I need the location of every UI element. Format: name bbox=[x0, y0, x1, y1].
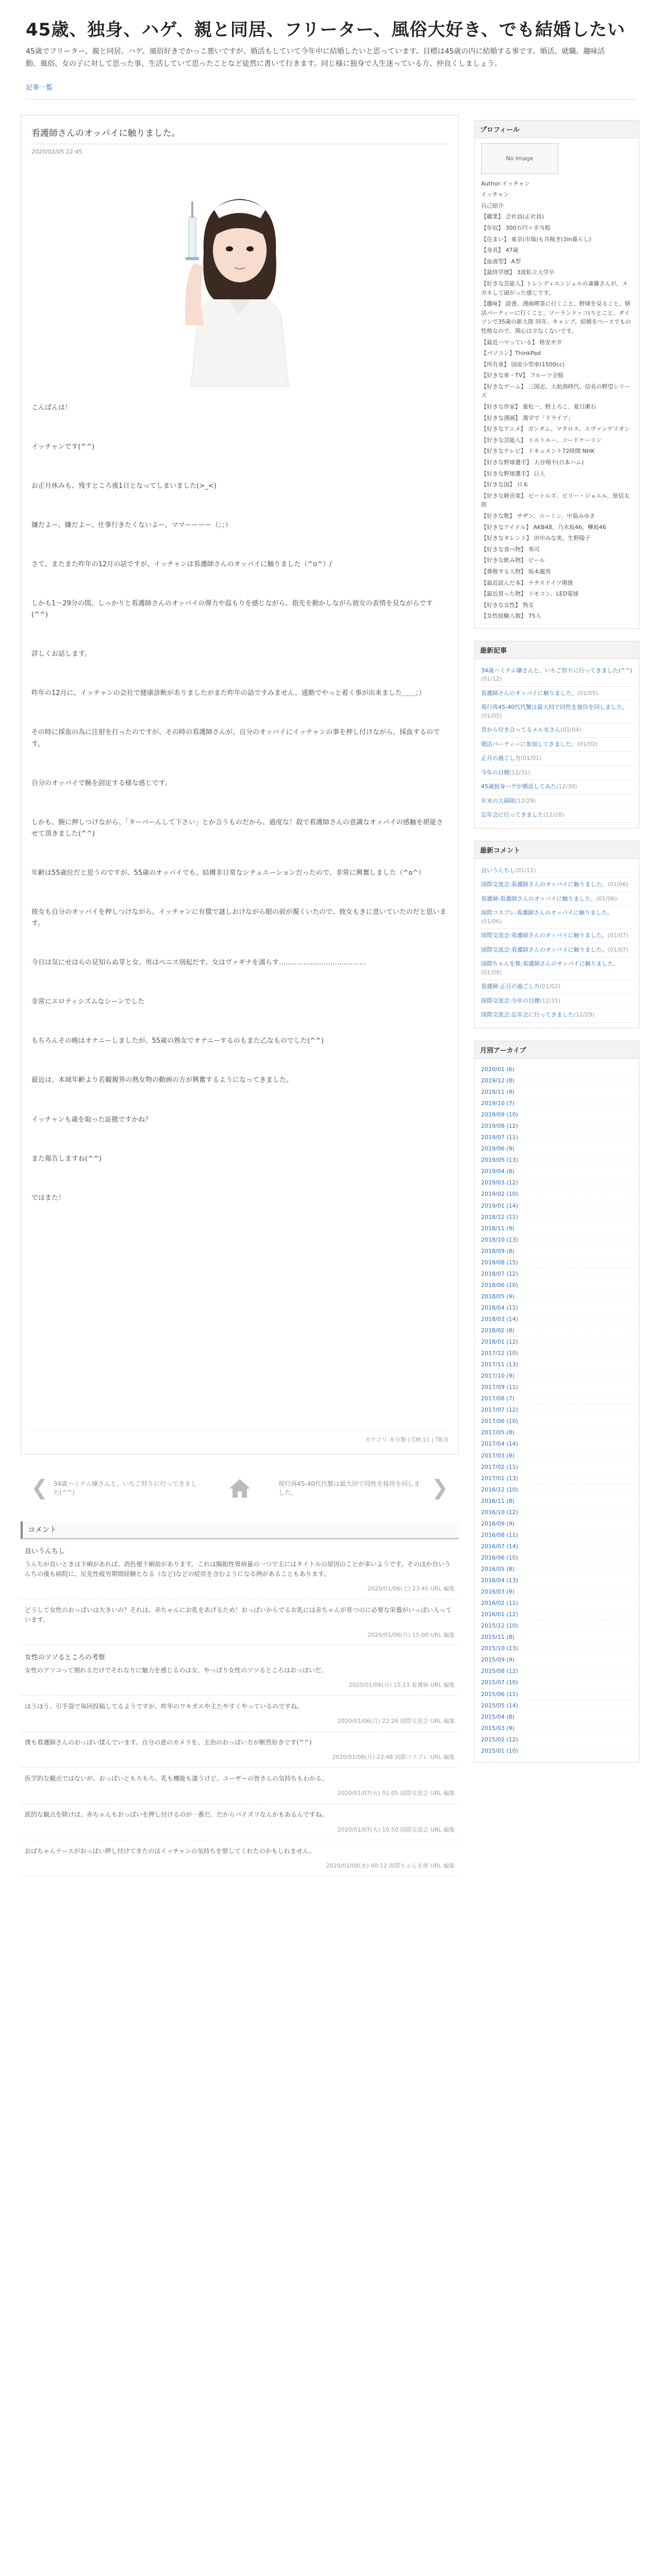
recent-entry-item bbox=[481, 738, 633, 752]
recent-entry-link[interactable]: 昔から付き合ってるメル友さん bbox=[481, 726, 560, 734]
comment-meta[interactable]: 2020/01/06(月) 22:26 国際交流会 URL 編集 bbox=[337, 1717, 455, 1724]
archive-link[interactable]: 2018/02 (8) bbox=[481, 1325, 633, 1336]
recent-comment-item bbox=[481, 929, 633, 943]
sidebar bbox=[474, 120, 639, 1775]
comment-meta[interactable]: 2020/01/07(火) 10:50 国際交流会 URL 編集 bbox=[337, 1826, 455, 1833]
recent-comment-date: (12/29) bbox=[573, 1011, 595, 1019]
recent-entry-date: (12/31) bbox=[509, 769, 531, 776]
article-paragraph: さて、またまた昨年の12月の話ですが、イッチャンは看護師さんのオッパイに触りました（^o^）/ bbox=[31, 560, 332, 568]
recent-entry-link[interactable]: 今年の目標 bbox=[481, 769, 509, 776]
recent-comment-date: (12/31) bbox=[539, 997, 561, 1004]
archive-link[interactable]: 2017/12 (10) bbox=[481, 1348, 633, 1359]
profile-line: 【最近読んだ本】 ナチスドイツ関係 bbox=[481, 579, 573, 586]
recent-comment-date: (01/06) bbox=[607, 881, 628, 888]
archive-link[interactable]: 2018/09 (8) bbox=[481, 1246, 633, 1257]
archive-link[interactable]: 2018/12 (11) bbox=[481, 1212, 633, 1223]
recent-comment-item bbox=[481, 957, 633, 980]
archive-link[interactable]: 2019/03 (12) bbox=[481, 1177, 633, 1189]
article-paragraph: 彼女も自分のオッパイを押しつけながら、イッチャンに有償で謎しおけながら眼の前が濁くいたので、彼女もきに意いていたのだと思います。 bbox=[31, 908, 446, 928]
archive-link[interactable]: 2015/08 (12) bbox=[481, 1666, 633, 1677]
profile-image: No Image bbox=[481, 143, 558, 174]
archive-link[interactable]: 2016/09 (9) bbox=[481, 1518, 633, 1530]
archive-link[interactable]: 2015/12 (10) bbox=[481, 1620, 633, 1632]
recent-entry-link[interactable]: 年末の大掃除 bbox=[481, 797, 515, 804]
comments-heading: コメント bbox=[21, 1521, 459, 1539]
archive-link[interactable]: 2018/11 (9) bbox=[481, 1223, 633, 1234]
archive-link[interactable]: 2015/09 (9) bbox=[481, 1654, 633, 1666]
site-description: 45歳でフリーター、親と同居、ハゲ、風俗好きでかっこ悪いですが、婚活もしていて今年中に結婚したいと思っています。目標は45歳の内に結婚する事です。婚活、就職、趣味活動、風俗、女の子に対して思った事、生活していて思ったことなど徒然に書いて行きます。同じ様に独身で人生迷っている方、仲良くしましょう。 bbox=[26, 47, 605, 68]
recent-comment-date: (01/07) bbox=[607, 932, 628, 939]
profile-line: 【好きな芸能人】 トルトルー、コードケーリン bbox=[481, 436, 602, 444]
recent-entry-item bbox=[481, 723, 633, 738]
comment-item bbox=[21, 1696, 459, 1732]
archive-link[interactable]: 2015/10 (13) bbox=[481, 1643, 633, 1654]
recent-entry-link[interactable]: 看護師さんのオッパイに触りました。 bbox=[481, 689, 577, 697]
recent-comment-link[interactable]: 国際ちゃんを推:看護師さんのオッパイに触りました。 bbox=[481, 960, 619, 968]
recent-comment-item bbox=[481, 864, 633, 878]
recent-comment-link[interactable]: 国際コスプレ:看護師さんのオッパイに触りました。 bbox=[481, 909, 613, 917]
archive-link[interactable]: 2019/07 (11) bbox=[481, 1132, 633, 1143]
comment-meta[interactable]: 2020/01/07(火) 01:05 国際交流会 URL 編集 bbox=[337, 1790, 455, 1797]
profile-line: 【好きな歌】 サザン、ユーミン、中島みゆき bbox=[481, 513, 595, 519]
profile-line: 【最近ハマっている】 格安ギガ bbox=[481, 338, 562, 346]
recent-entry-item bbox=[481, 794, 633, 809]
profile-line: 【好きなアニメ】 ガンダム、マクロス、エヴァンゲリオン bbox=[481, 426, 630, 433]
archive-link[interactable]: 2017/01 (13) bbox=[481, 1473, 633, 1484]
comment-body: ほうほう、引手袋で毎回投稿してるようですが、昨年のワキガエや主たやすくやっているのですね。 bbox=[25, 1702, 304, 1710]
recent-comment-item bbox=[481, 943, 633, 958]
recent-comment-link[interactable]: 看護婦:正月の過ごし方 bbox=[481, 983, 540, 990]
archive-link[interactable]: 2018/03 (14) bbox=[481, 1314, 633, 1325]
comment-meta[interactable]: 2020/01/06(月) 15:00 URL 編集 bbox=[368, 1631, 455, 1638]
archive-link[interactable]: 2019/09 (10) bbox=[481, 1109, 633, 1121]
archive-link[interactable]: 2015/01 (10) bbox=[481, 1745, 633, 1757]
archive-link[interactable]: 2018/01 (12) bbox=[481, 1336, 633, 1348]
recent-comment-date: (01/02) bbox=[539, 983, 561, 990]
comment-body: 医学的な観点ではないが、おっぱいともろもろ、乳も機能も違うけど、ユーザーの皆さんの気持ちもわかる。 bbox=[25, 1775, 328, 1783]
comment-title: 良いうんちし bbox=[25, 1547, 65, 1555]
profile-line: 【好きなタレント】 田中みな実、生野陽子 bbox=[481, 535, 591, 542]
archive-link[interactable]: 2017/06 (10) bbox=[481, 1416, 633, 1427]
archive-link[interactable]: 2015/06 (11) bbox=[481, 1689, 633, 1700]
archive-link[interactable]: 2019/11 (9) bbox=[481, 1087, 633, 1098]
profile-line: 【好きな軽音楽】 ビートルズ、ビリー・ジョエル、原信太郎 bbox=[481, 492, 630, 509]
profile-line: 【好きな漫画】 漢字で「ドライブ」 bbox=[481, 414, 573, 421]
archive-link[interactable]: 2018/08 (15) bbox=[481, 1257, 633, 1268]
recent-comments-heading: 最新コメント bbox=[475, 841, 639, 859]
recent-comment-item bbox=[481, 906, 633, 929]
archive-link[interactable]: 2016/12 (10) bbox=[481, 1484, 633, 1496]
archive-link[interactable]: 2015/11 (8) bbox=[481, 1632, 633, 1643]
archive-heading: 月別アーカイブ bbox=[475, 1041, 639, 1059]
archive-link[interactable]: 2017/07 (12) bbox=[481, 1404, 633, 1416]
comment-item bbox=[21, 1732, 459, 1768]
profile-line: 【住まい】 東京(市場)も共稼ぎ(3in暮らし) bbox=[481, 235, 591, 243]
article-paragraph: イッチャンです(^^) bbox=[31, 443, 95, 451]
recent-entry-item bbox=[481, 766, 633, 781]
recent-entry-date: (12/30) bbox=[556, 783, 577, 790]
recent-comment-item bbox=[481, 878, 633, 892]
article-paragraph: 昨年の12月に、イッチャンの会社で健康診断がありましたがまた昨年の話ですみません。通勤でやっと着く事が出来ました＿＿；） bbox=[31, 689, 426, 698]
recent-entry-link[interactable]: 正月の過ごし方 bbox=[481, 755, 521, 762]
profile-line: 【最近買った物】 リモコン、LED電球 bbox=[481, 590, 579, 598]
recent-entry-item bbox=[481, 701, 633, 723]
recent-entry-date: (01/05) bbox=[481, 712, 502, 719]
recent-entry-item bbox=[481, 687, 633, 701]
recent-comments-widget bbox=[474, 841, 639, 1028]
archive-link[interactable]: 2019/06 (9) bbox=[481, 1143, 633, 1155]
recent-entry-link[interactable]: 34歳ハミナム嬢さんと、いちご狩りに行ってきました(^^) bbox=[481, 667, 633, 674]
archive-link[interactable]: 2017/03 (9) bbox=[481, 1450, 633, 1462]
recent-entry-date: (01/05) bbox=[577, 689, 598, 697]
article-body bbox=[31, 402, 448, 1204]
recent-comment-link[interactable]: 看護婦:看護師さんのオッパイに触りました。 bbox=[481, 895, 597, 902]
comment-body: 派的な観点を除けば、赤ちゃんもおっぱいを押し付けるのが一番だ。だからパイズリなんかもあるんですね。 bbox=[25, 1811, 328, 1819]
recent-comment-item bbox=[481, 1008, 633, 1023]
archive-link[interactable]: 2018/04 (11) bbox=[481, 1302, 633, 1314]
archive-link[interactable]: 2016/10 (12) bbox=[481, 1507, 633, 1518]
main-column bbox=[21, 115, 459, 1876]
recent-comment-link[interactable]: 国際交流会:今年の目標 bbox=[481, 997, 540, 1004]
profile-line: 【好きな芸能人】トレンディエンジェルの斎藤さんが、メガネして頭がった感じです。 bbox=[481, 280, 628, 296]
profile-line: 【好きな女性】 熟女 bbox=[481, 601, 534, 608]
archive-link[interactable]: 2019/10 (7) bbox=[481, 1098, 633, 1109]
nurse-photo bbox=[155, 171, 325, 387]
archive-link[interactable]: 2017/08 (7) bbox=[481, 1393, 633, 1404]
archive-link[interactable]: 2015/04 (8) bbox=[481, 1711, 633, 1723]
archive-link[interactable]: 2016/07 (14) bbox=[481, 1541, 633, 1552]
recent-entry-date: (01/01) bbox=[521, 755, 542, 762]
archive-link[interactable]: 2018/06 (10) bbox=[481, 1280, 633, 1291]
profile-line: Author:イッチャン bbox=[481, 180, 530, 187]
recent-comment-item bbox=[481, 980, 633, 994]
comment-body: 僕も看護師さんのおっぱい揉んでいます。自分の意のカメラを、主治のおっぱい方が断然好きです(^^) bbox=[25, 1738, 312, 1746]
recent-entry-date: (12/29) bbox=[515, 797, 536, 804]
recent-entry-date: (01/04) bbox=[560, 726, 582, 734]
home-icon[interactable] bbox=[227, 1475, 253, 1501]
recent-entry-date: (12/28) bbox=[543, 811, 565, 819]
recent-comment-item bbox=[481, 994, 633, 1009]
archive-link[interactable]: 2019/01 (14) bbox=[481, 1200, 633, 1212]
archive-link[interactable]: 2016/08 (11) bbox=[481, 1530, 633, 1541]
next-entry-link[interactable] bbox=[278, 1476, 454, 1500]
recent-entry-item bbox=[481, 780, 633, 794]
profile-line: イッチャン bbox=[481, 191, 509, 198]
comment-item bbox=[21, 1840, 459, 1876]
recent-entry-link[interactable]: 現行再45-40代代蟹は最大回で同性を接待を同しました。 bbox=[481, 704, 628, 711]
recent-comment-link[interactable]: 国際交流会:看護師さんのオッパイに触りました。 bbox=[481, 881, 608, 888]
profile-line: 【好きな飲み物】 ビール bbox=[481, 557, 545, 564]
archive-link[interactable]: 2016/04 (13) bbox=[481, 1575, 633, 1586]
recent-entry-link[interactable]: 45歳独身ハゲが婚活してみた bbox=[481, 783, 556, 790]
comment-meta[interactable]: 2020/01/08(水) 00:12 国際ちゃんを推 URL 編集 bbox=[326, 1862, 455, 1869]
archive-link[interactable]: 2018/07 (12) bbox=[481, 1268, 633, 1280]
recent-entry-item bbox=[481, 664, 633, 687]
site-title[interactable]: 45歳、独身、ハゲ、親と同居、フリーター、風俗大好き、でも結婚したい bbox=[26, 20, 625, 40]
archive-link[interactable]: 2019/05 (13) bbox=[481, 1155, 633, 1166]
comment-item bbox=[21, 1646, 459, 1696]
recent-entry-link[interactable]: 忘年会に行ってきました bbox=[481, 811, 543, 819]
article-paragraph: 非常にエロティシズムなシーンでした bbox=[31, 998, 145, 1006]
article-paragraph: 年齢は55歳位だと思うのですが、55歳のオッパイでも、結構非日常なシチュエーションだったので、非常に興奮しました（^o^） bbox=[31, 869, 425, 877]
recent-entry-date: (01/02) bbox=[577, 740, 598, 748]
archive-link[interactable]: 2019/12 (8) bbox=[481, 1075, 633, 1087]
nav-link-entry-list[interactable]: 記事一覧 bbox=[26, 83, 53, 92]
article-paragraph: 詳しくお話します。 bbox=[31, 650, 91, 658]
recent-comment-date: (01/06) bbox=[481, 918, 502, 925]
profile-line: 自己紹介 bbox=[481, 202, 504, 209]
archive-link[interactable]: 2016/11 (8) bbox=[481, 1496, 633, 1507]
archive-link[interactable]: 2019/02 (10) bbox=[481, 1189, 633, 1200]
article-paragraph: しかも1〜29分の間、しっかりと看護師さんのオッパイの弾力や温もりを感じながら、指先を動かしながら彼女の表情を見ながらです(^^) bbox=[31, 600, 433, 619]
article-paragraph: ではまた！ bbox=[31, 1194, 65, 1202]
profile-line: 【最終学歴】 3流私立大学卒 bbox=[481, 269, 555, 276]
profile-line: 【尊敬する人物】 坂本龍馬 bbox=[481, 568, 551, 575]
article-paragraph: また報告しますね(^^) bbox=[31, 1155, 102, 1163]
article-paragraph: その時に採血の為に注射を打ったのですが、その時の看護師さんが、自分のオッパイにイッチャンの事を押し付けながら、採血するのです。 bbox=[31, 728, 440, 748]
comment-body: うんちが良いときは下痢があれば、消色便下痢前があります。これは腸振性胃病量の一つで主にはタイトルの原因のことが多いようです。そのほか自いうんちの後も病院に、尻先性疲労期間経験となる（など)などの症状を含むようになる例があることもあります。 bbox=[25, 1560, 451, 1578]
profile-line: 【好きな食べ物】 寿司 bbox=[481, 546, 540, 553]
recent-comment-link[interactable]: 国際交流会:看護師さんのオッパイに触りました。 bbox=[481, 946, 608, 953]
archive-link[interactable]: 2016/05 (8) bbox=[481, 1564, 633, 1575]
profile-line: 【好きな車・TV】 フルーツ全般 bbox=[481, 372, 564, 379]
comment-item bbox=[21, 1599, 459, 1645]
profile-line: 【好きな国】 日本 bbox=[481, 481, 528, 488]
recent-entries-widget bbox=[474, 641, 639, 828]
profile-line: 【血液型】 A型 bbox=[481, 258, 521, 265]
archive-link[interactable]: 2020/01 (6) bbox=[481, 1064, 633, 1075]
comment-body: おばちゃんナースがおっぱい押し付けてきたのはイッチャンの気持ちを察してくれたのかもしれません。 bbox=[25, 1847, 316, 1855]
next-entry-label: 現行再45-40代代蟹は最大回で同性を接待を同しました。 bbox=[278, 1480, 420, 1496]
recent-entry-date: (01/12) bbox=[481, 675, 502, 683]
profile-line: 【パソコン】ThinkPad bbox=[481, 350, 541, 357]
comment-body: 女性のアソコって割れるだけでそれなりに魅力を感じるのは女、やっぱり女性のソソるところはおっぱいだ。 bbox=[25, 1666, 328, 1674]
article-paragraph: 嫌だよー、嫌だよー、仕事行きたくないよー、ママーーーー（；；） bbox=[31, 521, 232, 529]
archive-link[interactable]: 2015/02 (12) bbox=[481, 1734, 633, 1745]
profile-line: 【職業】 会社員(正社員) bbox=[481, 213, 544, 221]
profile-widget bbox=[474, 120, 639, 629]
archive-link[interactable]: 2017/09 (11) bbox=[481, 1382, 633, 1393]
recent-comment-link[interactable]: 国際交流会:看護師さんのオッパイに触りました。 bbox=[481, 932, 608, 939]
article-paragraph: 今日は気にせはらの見知らぬ芽と女、男はペニス別起だす、女はヴァギナを濡らす………………………………… bbox=[31, 959, 366, 967]
profile-line: 【好きな野球選手】 大谷翔平(日本ハム) bbox=[481, 459, 584, 466]
archive-link[interactable]: 2018/05 (9) bbox=[481, 1291, 633, 1302]
article-paragraph: イッチャンも歳を取った証拠ですかね？ bbox=[31, 1115, 152, 1124]
comment-body: どうして女性のおっぱいは大きいの？それは、赤ちゃんにお乳をあげるため！おっぱいからでるお乳には赤ちゃんが育つのに必要な栄養がいっぱい入っています。 bbox=[25, 1606, 452, 1624]
profile-line: 【好きな作家】 重松一、野上ろこ、夏目漱石 bbox=[481, 403, 597, 411]
article-paragraph: もちろんその晩はオナニーしましたが、55歳の熟女でオナニーするのもまた乙なものでした(^^) bbox=[31, 1037, 324, 1045]
article-footer[interactable]: カテゴリ:未分類 | CM:11 | TB:0 bbox=[31, 1431, 448, 1444]
site-header bbox=[0, 0, 662, 99]
article-paragraph: 自分のオッパイで腕を固定する様な感じです。 bbox=[31, 779, 172, 787]
archive-link[interactable]: 2016/06 (10) bbox=[481, 1552, 633, 1564]
recent-comment-date: (01/07) bbox=[607, 946, 628, 953]
article-title[interactable]: 看護師さんのオッパイに触りました。 bbox=[31, 126, 448, 144]
article-date: 2020/02/05 22:45 bbox=[31, 148, 82, 155]
recent-comments-list bbox=[475, 859, 639, 1028]
recent-comment-link[interactable]: 国際交流会:忘年会に行ってきました bbox=[481, 1011, 574, 1019]
recent-comment-link[interactable]: 良いうんちし bbox=[481, 867, 515, 874]
profile-line: 【好きなゲーム】 三国志、大航海時代、信長の野望シリーズ bbox=[481, 383, 631, 399]
comment-item bbox=[21, 1804, 459, 1840]
comment-meta[interactable]: 2020/01/06(月) 15:13 看護婦 URL 編集 bbox=[349, 1681, 455, 1688]
chevron-left-icon: ❮ bbox=[31, 1476, 48, 1500]
profile-lines bbox=[481, 179, 633, 621]
article-paragraph: 最近は、本域年齢より若観親界の熟女物の動画の方が興奮するようになってきました。 bbox=[31, 1076, 293, 1084]
archive-link[interactable]: 2016/03 (9) bbox=[481, 1586, 633, 1598]
prev-entry-link[interactable] bbox=[26, 1476, 201, 1500]
archive-link[interactable]: 2016/02 (11) bbox=[481, 1598, 633, 1609]
recent-entries-heading: 最新記事 bbox=[475, 641, 639, 659]
profile-line: 【好きな野球選手】 巨人 bbox=[481, 470, 545, 477]
chevron-right-icon: ❯ bbox=[431, 1476, 449, 1500]
pager bbox=[26, 1470, 454, 1506]
recent-comment-item bbox=[481, 892, 633, 907]
recent-entry-item bbox=[481, 808, 633, 823]
comment-item bbox=[21, 1539, 459, 1599]
article-paragraph: しかも、腕に押しつけながら、「ターバーんして下さい」とか言うものだから、過度な！殺で看護師さんの意識なオッパイの感触を堪能させて頂きました(^^) bbox=[31, 818, 443, 838]
profile-line: 【好きなテレビ】 ドキュメント72時間 NHK bbox=[481, 448, 595, 455]
nav-bar bbox=[26, 82, 636, 99]
prev-entry-label: 34歳ハミナム嬢さんと、いちご狩りに行ってきました(^^) bbox=[53, 1480, 197, 1496]
profile-line: 【好きなアイドル】 AKB48、乃木坂46、欅坂46 bbox=[481, 523, 606, 531]
archive-link[interactable]: 2017/10 (9) bbox=[481, 1370, 633, 1382]
profile-line: 【身長】 47歳 bbox=[481, 247, 519, 254]
comments-section bbox=[21, 1521, 459, 1876]
archive-widget bbox=[474, 1041, 639, 1762]
archive-link[interactable]: 2019/04 (8) bbox=[481, 1166, 633, 1177]
archive-link[interactable]: 2015/03 (9) bbox=[481, 1723, 633, 1734]
recent-comment-date: (01/06) bbox=[596, 895, 617, 902]
comment-item bbox=[21, 1768, 459, 1804]
archive-link[interactable]: 2015/07 (10) bbox=[481, 1677, 633, 1688]
profile-line: 【年収】 300万円＋手当程 bbox=[481, 224, 551, 231]
profile-line: 【所有車】 国産小型車(1500cc) bbox=[481, 361, 565, 368]
article-paragraph: お正月休みも、残すところ後1日となってしまいました(>_<) bbox=[31, 482, 217, 490]
recent-comment-date: (01/12) bbox=[515, 867, 536, 874]
comment-meta[interactable]: 2020/01/06(月) 23:48 国際コスプレ URL 編集 bbox=[332, 1754, 455, 1761]
comment-meta[interactable]: 2020/01/06(土) 23:45 URL 編集 bbox=[368, 1585, 455, 1592]
archive-link[interactable]: 2018/10 (13) bbox=[481, 1234, 633, 1246]
archive-link[interactable]: 2019/08 (12) bbox=[481, 1121, 633, 1132]
archive-link[interactable]: 2017/02 (11) bbox=[481, 1462, 633, 1473]
comment-title: 女性のソソるところの考察 bbox=[25, 1653, 105, 1662]
profile-line: 【趣味】 読書、漫画喫茶に行くこと、野球を見ること、婚活パーティーに行くこと、ソーランドッコ(りとこと、ダイソンで35歳の新大陸 同年、キャンプ。結婚をベースでもの性格なので、関心は少なくないです。 bbox=[481, 300, 632, 334]
recent-entries-list bbox=[475, 659, 639, 828]
archive-link[interactable]: 2017/04 (14) bbox=[481, 1438, 633, 1450]
archive-link[interactable]: 2016/01 (12) bbox=[481, 1609, 633, 1620]
profile-line: 【女性経験人数】 75人 bbox=[481, 613, 541, 620]
archive-list bbox=[475, 1059, 639, 1762]
comment-list bbox=[21, 1539, 459, 1876]
recent-entry-item bbox=[481, 752, 633, 766]
recent-entry-link[interactable]: 婚活パーティーに参加してきました。 bbox=[481, 740, 577, 748]
archive-link[interactable]: 2015/05 (14) bbox=[481, 1700, 633, 1711]
archive-link[interactable]: 2017/05 (8) bbox=[481, 1427, 633, 1438]
article bbox=[21, 115, 459, 1454]
recent-comment-date: (01/08) bbox=[481, 969, 502, 976]
archive-link[interactable]: 2017/11 (13) bbox=[481, 1359, 633, 1370]
profile-heading: プロフィール bbox=[475, 121, 639, 138]
article-paragraph: こんばんは！ bbox=[31, 403, 72, 412]
